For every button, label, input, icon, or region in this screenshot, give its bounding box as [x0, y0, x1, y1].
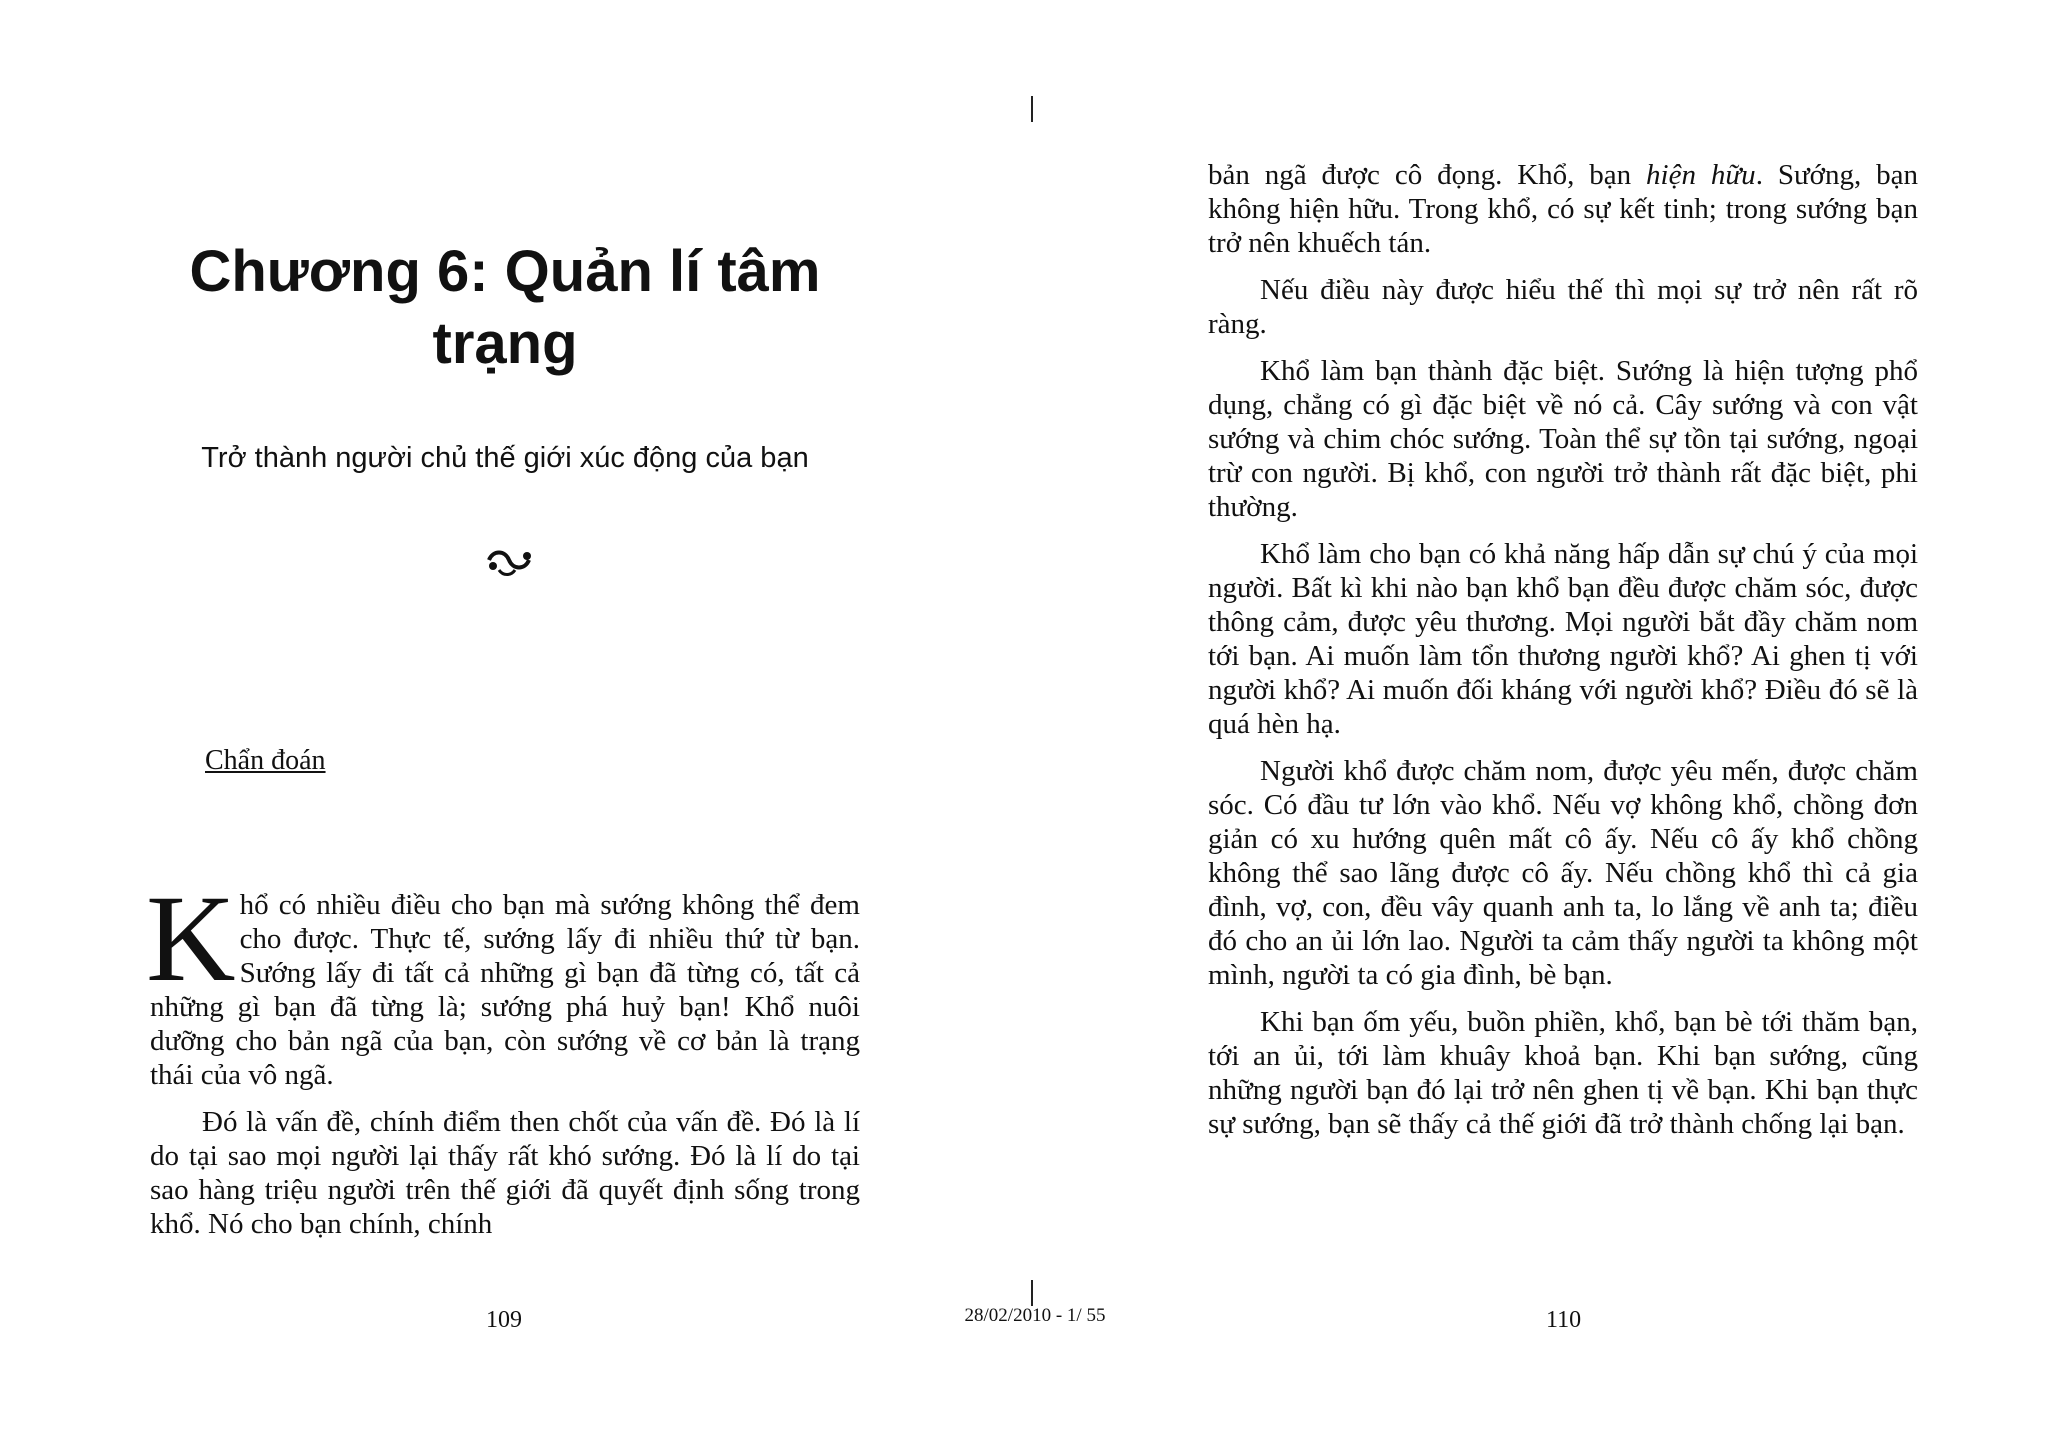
top-divider [1031, 96, 1033, 122]
page-number-right: 110 [1546, 1307, 1582, 1333]
opening-paragraph [146, 870, 860, 1092]
continued-paragraph [1208, 158, 1918, 260]
opening-paragraph-text: hổ có nhiều điều cho bạn mà sướng không thể đem cho được. Thực tế, sướng lấy đi nhiều thứ từ bạn. Sướng lấy đi tất cả những gì bạn đã từng có, tất cả những gì bạn đã từng là; sướng phá huỷ bạn! Khổ nuôi dưỡng cho bản ngã của bạn, còn sướng về cơ bản là trạng thái của vô ngã. [150, 889, 860, 1091]
bottom-divider [1031, 1280, 1033, 1306]
paragraph: Người khổ được chăm nom, được yêu mến, được chăm sóc. Có đầu tư lớn vào khổ. Nếu vợ không khổ, chồng đơn giản có xu hướng quên mất cô ấy. Nếu cô ấy khổ chồng không thể sao lãng được cô ấy. Nếu chồng khổ thì cả gia đình, vợ, con, đều vây quanh anh ta, lo lắng về anh ta; điều đó cho an ủi lớn lao. Người ta cảm thấy người ta không một mình, người ta có gia đình, bè bạn. [1208, 755, 1918, 991]
paragraph: Khổ làm bạn thành đặc biệt. Sướng là hiện tượng phổ dụng, chẳng có gì đặc biệt về nó cả. Cây sướng và con vật sướng và chim chóc sướng. Toàn thể sự tồn tại sướng, ngoại trừ con người. Bị khổ, con người trở thành rất đặc biệt, phi thường. [1208, 355, 1918, 523]
right-page [1208, 158, 1918, 1154]
chapter-subtitle: Trở thành người chủ thế giới xúc động của bạn [201, 442, 809, 474]
fleuron-icon [485, 546, 535, 580]
section-heading: Chẩn đoán [205, 745, 326, 776]
text-run: . Sướng, bạn không hiện hữu. Trong khổ, có sự kết tinh; trong sướng bạn trở nên khuếch tán. [1208, 159, 1919, 259]
chapter-title: Chương 6: Quản lí tâm trạng [189, 239, 821, 376]
paragraph: Khi bạn ốm yếu, buồn phiền, khổ, bạn bè tới thăm bạn, tới an ủi, tới làm khuây khoả bạn. Khi bạn sướng, cũng những người bạn đó lại trở nên ghen tị về bạn. Khi bạn thực sự sướng, bạn sẽ thấy cả thế giới đã trở thành chống lại bạn. [1208, 1006, 1918, 1140]
left-body-text [146, 870, 860, 1254]
drop-cap: K [146, 870, 236, 1007]
paragraph: Đó là vấn đề, chính điểm then chốt của vấn đề. Đó là lí do tại sao mọi người lại thấy rất khó sướng. Đó là lí do tại sao hàng triệu người trên thế giới đã quyết định sống trong khổ. Nó cho bạn chính, chính [150, 1106, 860, 1240]
paragraph: Khổ làm cho bạn có khả năng hấp dẫn sự chú ý của mọi người. Bất kì khi nào bạn khổ bạn đều được chăm sóc, được thông cảm, được yêu thương. Mọi người bắt đầy chăm nom tới bạn. Ai muốn làm tổn thương người khổ? Ai ghen tị với người khổ? Ai muốn đối kháng với người khổ? Điều đó sẽ là quá hèn hạ. [1208, 538, 1918, 740]
page-number-left: 109 [486, 1307, 522, 1333]
emphasis-text: hiện hữu [1646, 159, 1756, 191]
paragraph: Nếu điều này được hiểu thế thì mọi sự trở nên rất rõ ràng. [1208, 274, 1918, 340]
text-run: bản ngã được cô đọng. Khổ, bạn [1208, 159, 1647, 191]
footer-date: 28/02/2010 - 1/ 55 [964, 1305, 1106, 1326]
